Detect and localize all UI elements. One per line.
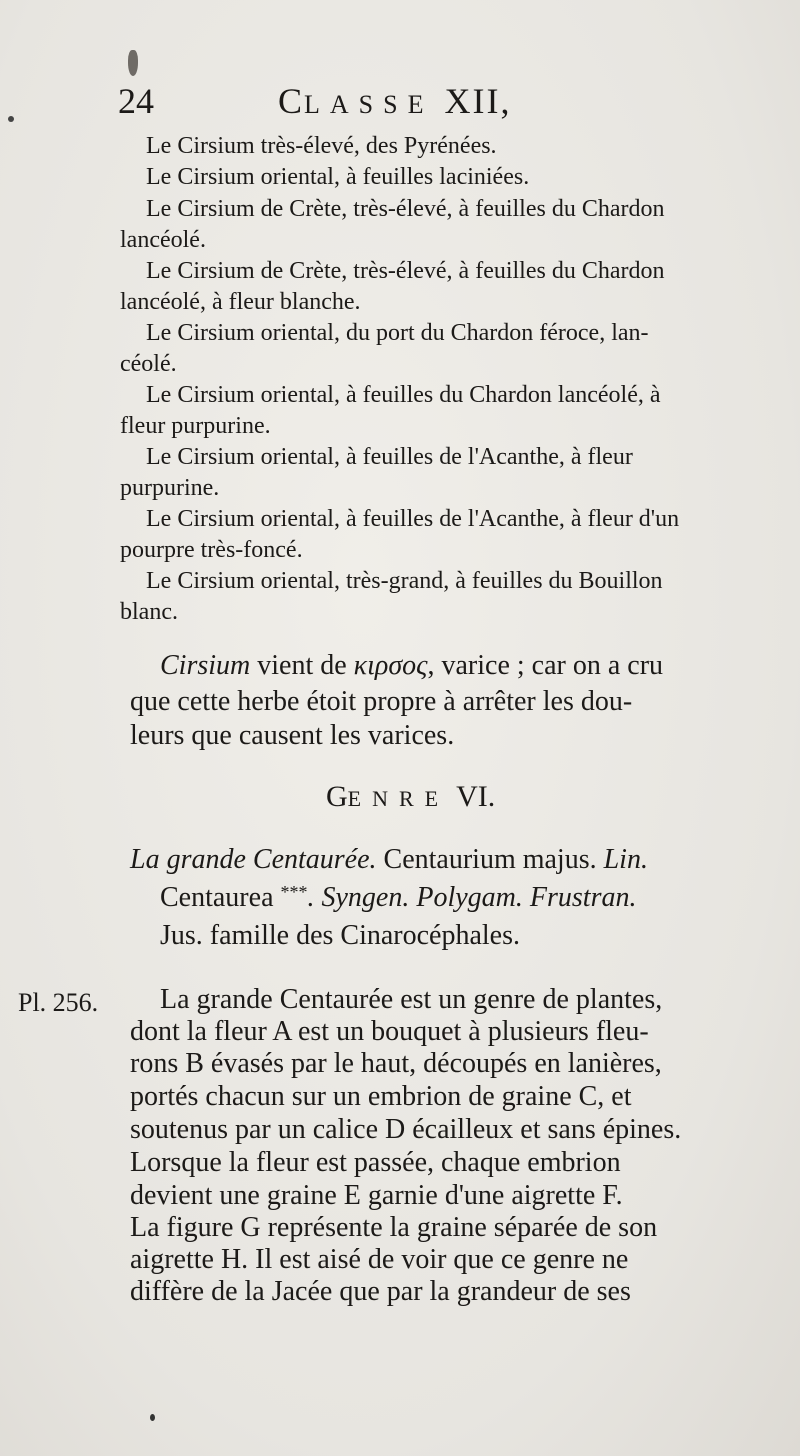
etymology-word: Cirsium (160, 650, 251, 681)
species-entry-continuation: fleur purpurine. (120, 413, 271, 439)
species-entry-line: Le Cirsium oriental, à feuilles de l'Acanthe, à fleur d'un (146, 506, 680, 532)
page-header (118, 78, 638, 128)
latin-name: Centaurea (160, 882, 281, 913)
description-line: Lorsque la fleur est passée, chaque embrion (130, 1147, 621, 1178)
species-entry-continuation: lancéolé, à fleur blanche. (120, 289, 361, 315)
greek-word: κιρσος (353, 650, 428, 681)
author-abbrev: Lin. (603, 844, 648, 875)
species-entry-continuation: pourpre très-foncé. (120, 537, 303, 563)
etymology-line: leurs que causent les varices. (130, 720, 455, 751)
nomenclature-line: Jus. famille des Cinarocéphales. (160, 920, 521, 951)
species-entry-line: Le Cirsium très-élevé, des Pyrénées. (146, 133, 497, 159)
species-entry-continuation: lancéolé. (120, 227, 206, 253)
species-entry-line: Le Cirsium de Crète, très-élevé, à feuilles du Chardon (146, 258, 665, 284)
ink-blot (128, 50, 138, 76)
ink-spot (8, 116, 14, 122)
classification: . Syngen. Polygam. Frustran. (307, 882, 637, 913)
description-line: aigrette H. Il est aisé de voir que ce genre ne (130, 1244, 629, 1275)
species-entry-line: Le Cirsium de Crète, très-élevé, à feuilles du Chardon (146, 196, 665, 222)
nomenclature-line (160, 882, 636, 914)
species-entry-line: Le Cirsium oriental, du port du Chardon féroce, lan- (146, 320, 649, 346)
running-title-initial: C (278, 81, 305, 121)
description-line: portés chacun sur un embrion de graine C, et (130, 1081, 632, 1112)
page-number: 24 (118, 81, 154, 121)
species-entry-continuation: blanc. (120, 599, 178, 625)
etymology-text: , varice ; car on a cru (427, 650, 664, 681)
species-entry-line: Le Cirsium oriental, à feuilles laciniées. (146, 164, 530, 190)
genre-numeral: VI. (456, 780, 496, 813)
species-entry-line: Le Cirsium oriental, à feuilles de l'Acanthe, à fleur (146, 444, 633, 470)
description-line: diffère de la Jacée que par la grandeur de ses (130, 1276, 631, 1307)
stars-marker: *** (280, 882, 308, 902)
etymology-text: vient de (250, 650, 354, 681)
species-entry-continuation: céolé. (120, 351, 177, 377)
etymology-line: que cette herbe étoit propre à arrêter les dou- (130, 686, 633, 717)
etymology-line (160, 650, 663, 682)
description-line: La grande Centaurée est un genre de plantes, (160, 984, 663, 1015)
description-line: La figure G représente la graine séparée de son (130, 1212, 658, 1243)
ink-spot (150, 1414, 155, 1421)
genre-heading (326, 780, 495, 814)
description-line: soutenus par un calice D écailleux et sans épines. (130, 1114, 682, 1145)
species-entry-line: Le Cirsium oriental, à feuilles du Chardon lancéolé, à (146, 382, 661, 408)
running-title (278, 80, 511, 122)
french-name: La grande Centaurée. (130, 844, 377, 875)
plate-reference: Pl. 256. (18, 988, 99, 1017)
genre-smallcaps: ENRE (347, 786, 450, 811)
nomenclature-line (130, 844, 648, 876)
latin-name: Centaurium majus. (376, 844, 604, 875)
species-entry-line: Le Cirsium oriental, très-grand, à feuilles du Bouillon (146, 568, 663, 594)
description-line: devient une graine E garnie d'une aigrette F. (130, 1180, 623, 1211)
description-line: rons B évasés par le haut, découpés en lanières, (130, 1048, 662, 1079)
running-title-numeral: XII, (444, 81, 512, 121)
species-entry-continuation: purpurine. (120, 475, 220, 501)
running-title-smallcaps: LASSE (304, 90, 434, 119)
genre-initial: G (326, 780, 348, 813)
description-line: dont la fleur A est un bouquet à plusieurs fleu- (130, 1016, 649, 1047)
